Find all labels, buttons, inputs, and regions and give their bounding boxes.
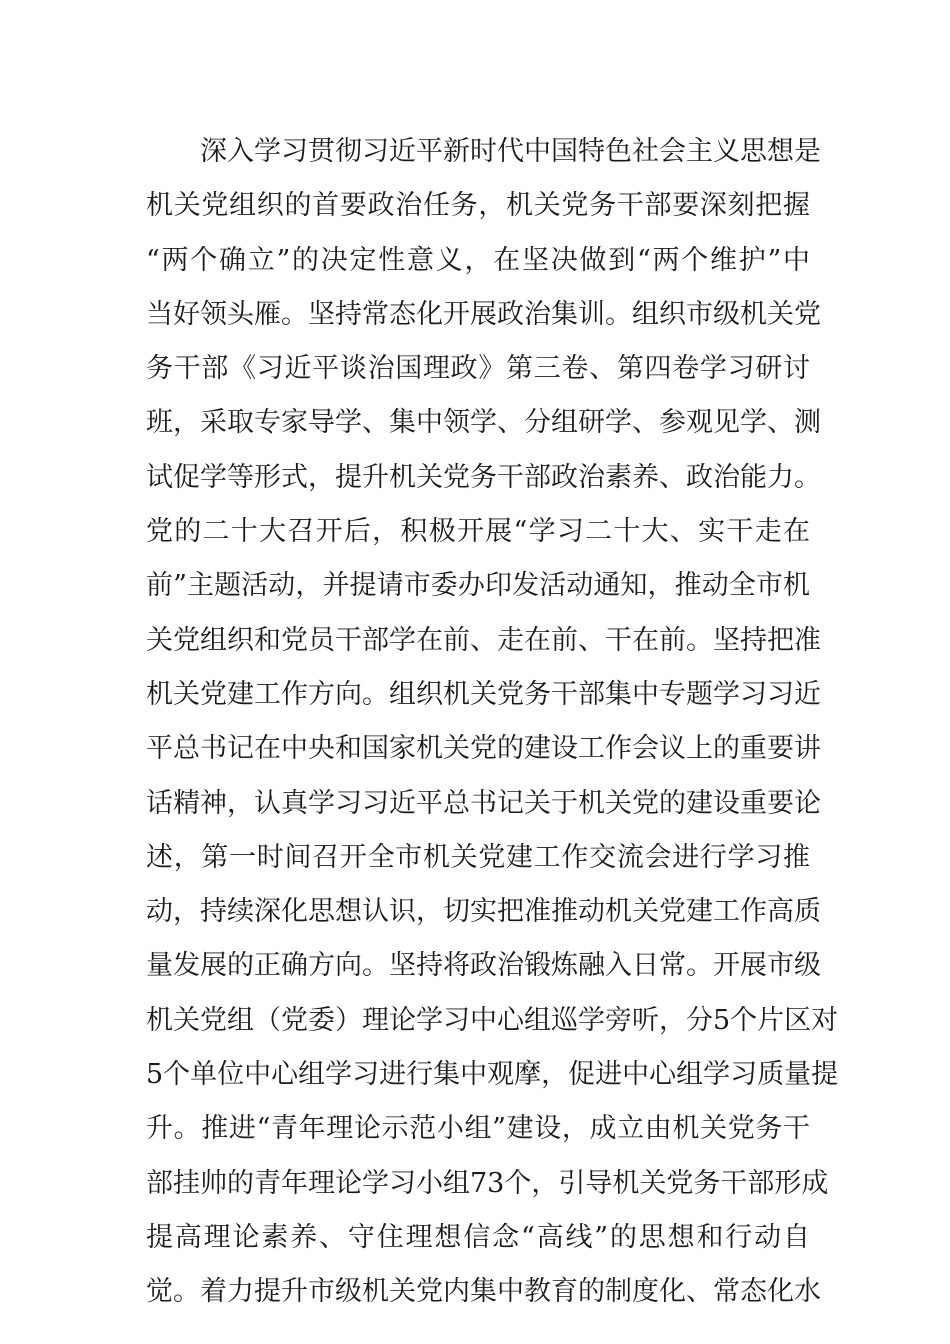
text-line: 5个单位中心组学习进行集中观摩，促进中心组学习质量提 [146, 1059, 839, 1091]
text-line: “两个确立”的决定性意义，在坚决做到“两个维护”中 [146, 244, 810, 276]
text-line: 部挂帅的青年理论学习小组73个，引导机关党务干部形成 [146, 1167, 829, 1199]
text-line: 机关党组织的首要政治任务，机关党务干部要深刻把握 [146, 190, 810, 222]
text-line: 话精神，认真学习习近平总书记关于机关党的建设重要论 [146, 787, 821, 819]
text-line: 机关党建工作方向。组织机关党务干部集中专题学习习近 [146, 678, 821, 710]
body-paragraph [146, 125, 839, 1320]
text-line: 当好领头雁。坚持常态化开展政治集训。组织市级机关党 [146, 298, 821, 330]
text-line: 深入学习贯彻习近平新时代中国特色社会主义思想是 [200, 136, 821, 167]
text-line: 班，采取专家导学、集中领学、分组研学、参观见学、测 [146, 407, 821, 439]
text-line: 升。推进“青年理论示范小组”建设，成立由机关党务干 [146, 1113, 810, 1145]
text-line: 前”主题活动，并提请市委办印发活动通知，推动全市机 [146, 570, 810, 602]
text-line: 觉。着力提升市级机关党内集中教育的制度化、常态化水 [146, 1276, 821, 1308]
text-line: 试促学等形式，提升机关党务干部政治素养、政治能力。 [146, 461, 821, 493]
text-line: 述，第一时间召开全市机关党建工作交流会进行学习推 [146, 841, 810, 873]
text-line: 提高理论素养、守住理想信念“高线”的思想和行动自 [146, 1221, 810, 1253]
text-line: 平总书记在中央和国家机关党的建设工作会议上的重要讲 [146, 733, 821, 765]
text-line: 动，持续深化思想认识，切实把准推动机关党建工作高质 [146, 896, 821, 928]
text-line: 关党组织和党员干部学在前、走在前、干在前。坚持把准 [146, 624, 821, 656]
text-line: 量发展的正确方向。坚持将政治锻炼融入日常。开展市级 [146, 950, 821, 982]
text-line: 党的二十大召开后，积极开展“学习二十大、实干走在 [146, 516, 810, 548]
text-line: 机关党组（党委）理论学习中心组巡学旁听，分5个片区对 [146, 1004, 839, 1036]
text-line: 务干部《习近平谈治国理政》第三卷、第四卷学习研讨 [146, 353, 810, 385]
